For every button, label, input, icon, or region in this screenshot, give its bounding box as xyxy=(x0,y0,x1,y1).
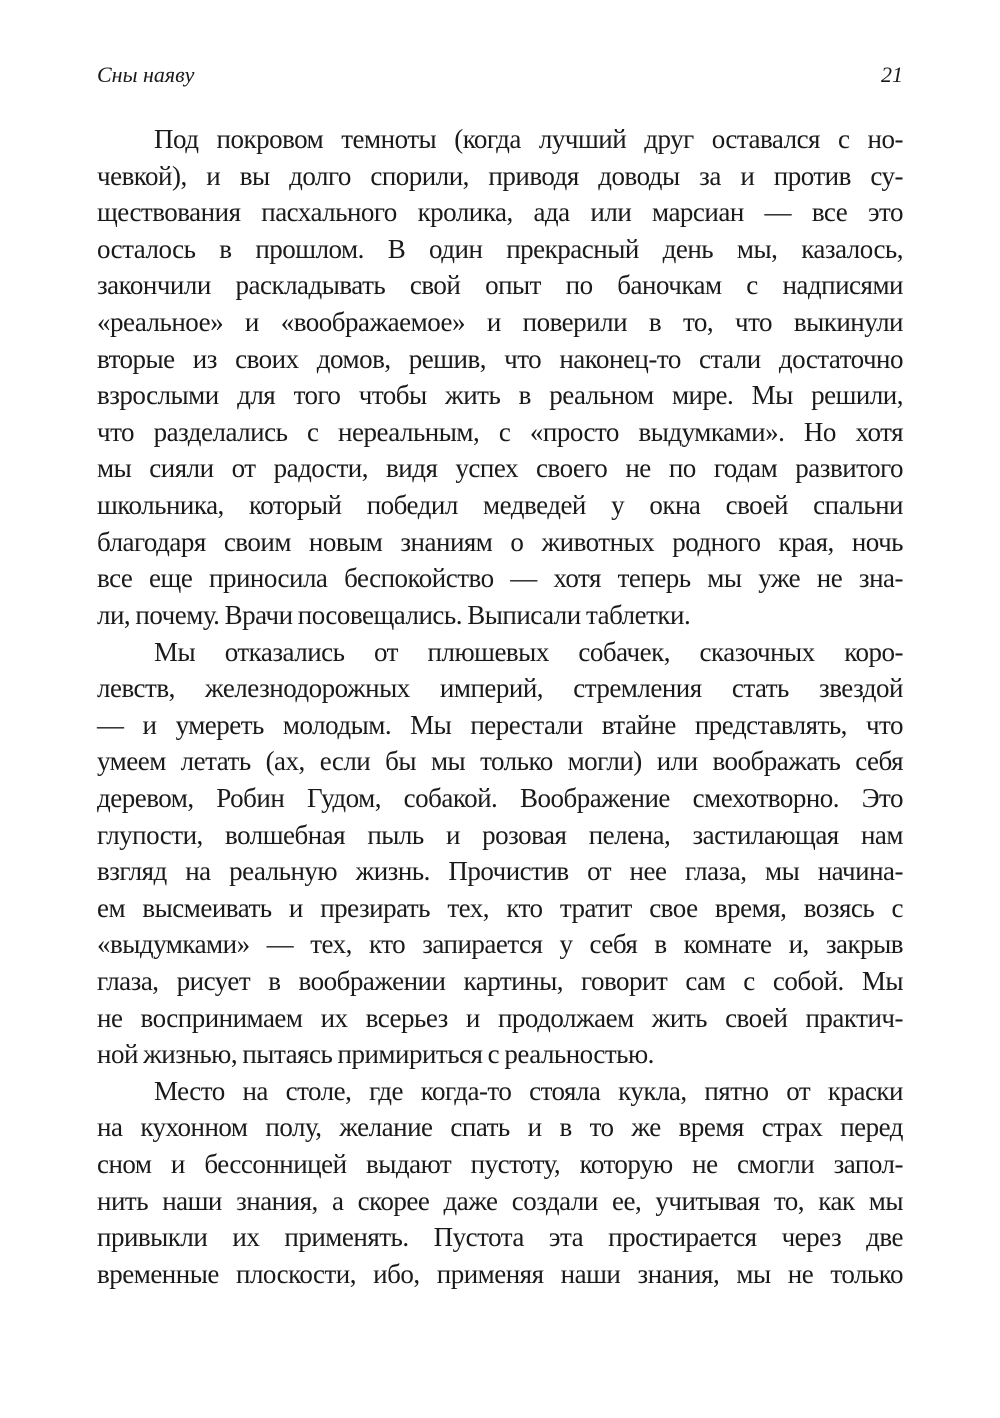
text-line: закончили раскладывать свой опыт по баночкам с надписями xyxy=(97,270,903,301)
text-line: Место на столе, где когда-то стояла кукла, пятно от краски xyxy=(154,1075,903,1106)
page-number: 21 xyxy=(881,62,903,87)
text-line: левств, железнодорожных империй, стремления стать звездой xyxy=(97,673,903,704)
text-line: — и умереть молодым. Мы перестали втайне представлять, что xyxy=(97,709,903,740)
text-line: школьника, который победил медведей у окна своей спальни xyxy=(97,490,903,521)
text-line: умеем летать (ах, если бы мы только могли) или воображать себя xyxy=(97,746,903,777)
text-line: привыкли их применять. Пустота эта простирается через две xyxy=(97,1222,903,1253)
running-header xyxy=(97,58,903,92)
text-line: ли, почему. Врачи посовещались. Выписали таблетки. xyxy=(97,599,691,630)
body-text xyxy=(97,121,903,1293)
text-line: деревом, Робин Гудом, собакой. Воображение смехотворно. Это xyxy=(97,782,903,813)
text-line: благодаря своим новым знаниям о животных родного края, ночь xyxy=(97,526,903,557)
text-line: «выдумками» — тех, кто запирается у себя в комнате и, закрыв xyxy=(97,929,903,960)
text-line: на кухонном полу, желание спать и в то же время страх перед xyxy=(97,1112,903,1143)
text-line: глаза, рисует в воображении картины, говорит сам с собой. Мы xyxy=(97,966,903,997)
text-line: осталось в прошлом. В один прекрасный день мы, казалось, xyxy=(97,233,903,264)
text-line: Мы отказались от плюшевых собачек, сказочных коро- xyxy=(154,636,903,667)
text-line: глупости, волшебная пыль и розовая пелена, застилающая нам xyxy=(97,819,903,850)
running-title: Сны наяву xyxy=(97,62,195,87)
text-line: ществования пасхального кролика, ада или марсиан — все это xyxy=(97,197,903,228)
text-line: сном и бессонницей выдают пустоту, которую не смогли запол- xyxy=(97,1149,903,1180)
text-line: «реальное» и «воображаемое» и поверили в то, что выкинули xyxy=(97,307,903,338)
text-line: не воспринимаем их всерьез и продолжаем жить своей практич- xyxy=(97,1002,903,1033)
text-line: что разделались с нереальным, с «просто выдумками». Но хотя xyxy=(97,416,903,447)
text-line: взрослыми для того чтобы жить в реальном мире. Мы решили, xyxy=(97,380,903,411)
text-line: ной жизнью, пытаясь примириться с реальностью. xyxy=(97,1039,654,1070)
text-line: вторые из своих домов, решив, что наконец-то стали достаточно xyxy=(97,343,903,374)
text-line: чевкой), и вы долго спорили, приводя доводы за и против су- xyxy=(97,160,903,191)
text-line: нить наши знания, а скорее даже создали ее, учитывая то, как мы xyxy=(97,1185,903,1216)
text-line: взгляд на реальную жизнь. Прочистив от нее глаза, мы начина- xyxy=(97,856,903,887)
text-line: Под покровом темноты (когда лучший друг оставался с но- xyxy=(154,124,903,154)
text-line: временные плоскости, ибо, применяя наши знания, мы не только xyxy=(97,1258,903,1289)
text-line: мы сияли от радости, видя успех своего не по годам развитого xyxy=(97,453,903,484)
text-line: все еще приносила беспокойство — хотя теперь мы уже не зна- xyxy=(97,563,903,594)
text-line: ем высмеивать и презирать тех, кто тратит свое время, возясь с xyxy=(97,892,903,923)
